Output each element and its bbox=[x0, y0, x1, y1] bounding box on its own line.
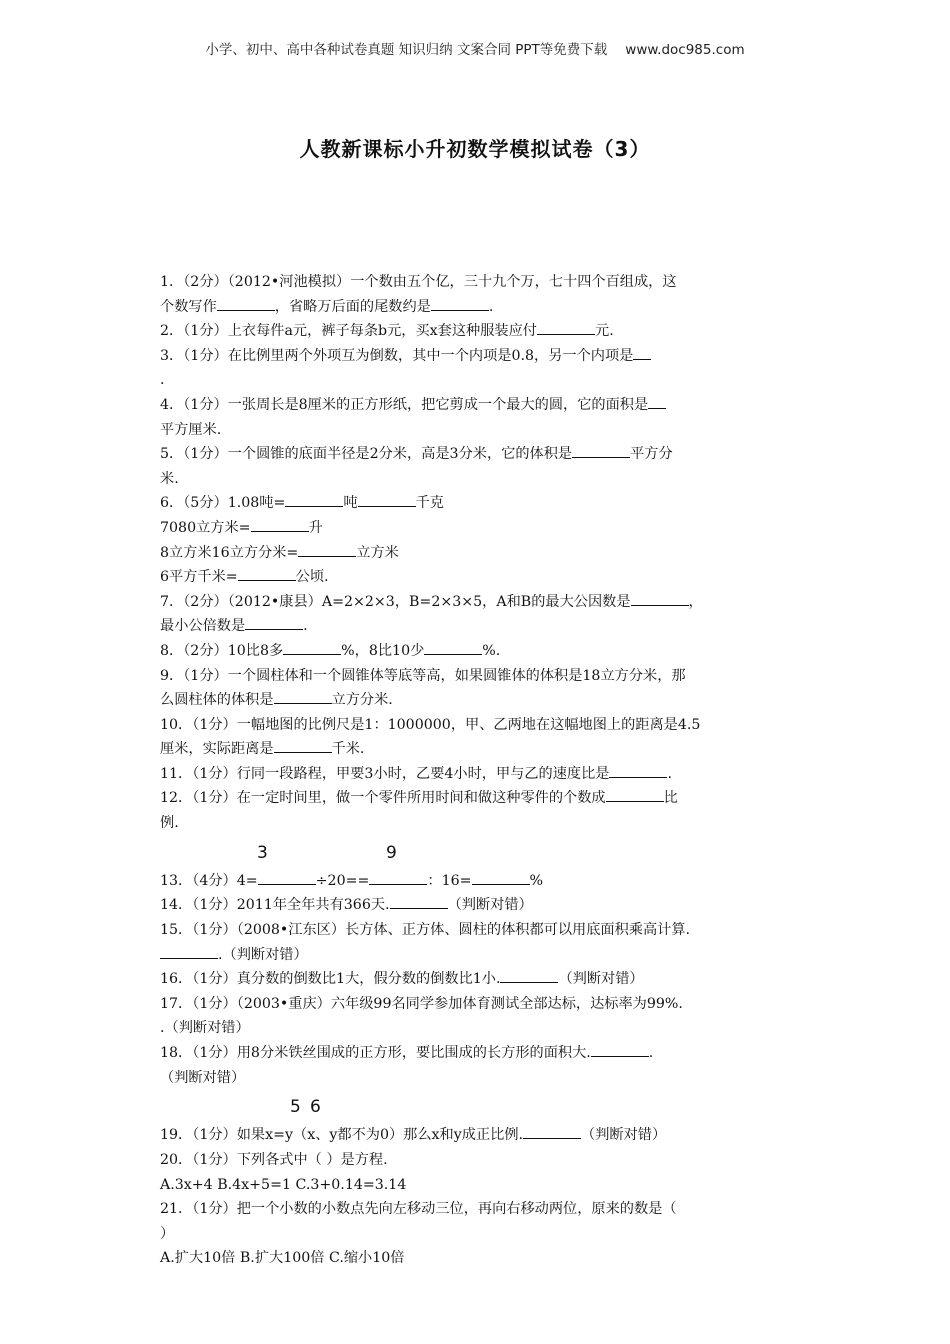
answer-blank[interactable] bbox=[537, 319, 595, 335]
answer-blank[interactable] bbox=[591, 1041, 649, 1057]
answer-blank[interactable] bbox=[369, 869, 427, 885]
answer-blank[interactable] bbox=[283, 639, 341, 655]
answer-blank[interactable] bbox=[631, 590, 689, 606]
question-9: 9．（1分）一个圆柱体和一个圆锥体等底等高，如果圆锥体的体积是18立方分米，那 bbox=[160, 667, 686, 684]
question-13: 3 9 13．（4分）4= ÷20== ：16= % bbox=[160, 842, 544, 889]
document-title: 人教新课标小升初数学模拟试卷（3） bbox=[299, 137, 651, 161]
question-6: 6．（5分）1.08吨= 吨 千克 bbox=[160, 491, 792, 516]
answer-blank[interactable] bbox=[238, 565, 296, 581]
fraction-numerator: 6 bbox=[310, 1097, 321, 1118]
question-3: 3．（1分）在比例里两个外项互为倒数，其中一个内项是0.8，另一个内项是 bbox=[160, 344, 792, 369]
answer-blank[interactable] bbox=[358, 491, 416, 507]
question-21: 21．（1分）把一个小数的小数点先向左移动三位，再向右移动两位，原来的数是（ bbox=[160, 1201, 677, 1218]
question-2: 2．（1分）上衣每件a元，裤子每条b元，买x套这种服装应付 元. bbox=[160, 319, 792, 344]
answer-blank[interactable] bbox=[274, 688, 332, 704]
question-14: 14．（1分）2011年全年共有366天. （判断对错） bbox=[160, 893, 792, 918]
fraction-denominator: 4 bbox=[236, 872, 246, 889]
question-8: 8．（2分）10比8多 %，8比10少 %. bbox=[160, 639, 792, 664]
question-11: 11．（1分）行同一段路程，甲要3小时，乙要4小时，甲与乙的速度比是 . bbox=[160, 762, 792, 787]
answer-blank[interactable] bbox=[472, 869, 530, 885]
answer-blank[interactable] bbox=[217, 295, 275, 311]
answer-blank[interactable] bbox=[633, 344, 651, 360]
fraction-numerator: 9 bbox=[386, 842, 397, 863]
question-16: 16．（1分）真分数的倒数比1大，假分数的倒数比1小. （判断对错） bbox=[160, 967, 792, 992]
question-10: 10．（1分）一幅地图的比例尺是1：1000000，甲、乙两地在这幅地图上的距离是4.5 bbox=[160, 716, 701, 733]
answer-blank[interactable] bbox=[648, 393, 666, 409]
answer-blank[interactable] bbox=[274, 737, 332, 753]
question-list: 1．（2分）（2012•河池模拟）一个数由五个亿，三十九个万，七十四个百组成，这 个数写作 ，省略万后面的尾数约是 . 2．（1分）上衣每件a元，裤子每条b元，买x套这种服装应付 元. 3．（1分）在比例里两个外项互为倒数，其中一个内项是0.8，另一个内项是 . 4．（1分）一张周长是8厘米的正方形纸，把它剪成一个最大的圆，它的面积是 平方厘米. 5．（1分）一个圆锥的底面半径是2分米，高是3分米，它的体积是 平方分 米. 6．（5分）1.08吨= 吨 千克 7080立方米= 升 8立方米16立方分米= 立方米 6平方千米= 公顷. 7．（2分）（2012•康县）A=2×2×3，B=2×3×5，A和B的最大公因数是 ， 最小公倍数是 . 8．（2分）10比8多 %，8比10少 %. 9．（1分）一个圆柱体和一个圆锥体等底等高，如果圆锥体的体积是18立方分米，那 么圆柱体的体积是 立方分米. 10．（1分）一幅地图的比例尺是1：1000000，甲、乙两地在这幅地图上的距离是4.5 厘米，实际距离是 千米. 11．（1分）行同一段路程，甲要3小时，乙要4小时，甲与乙的速度比是 . 12．（1分）在一定时间里，做一个零件所用时间和做这种零件的个数成 比 例. 3 9 13．（4分）4= ÷20== ：16= % 14．（1分）2011年全年共有366天. （判断对错） 15．（1分）（2008•江东区）长方体、正方体、圆柱的体积都可以用底面积乘高计算. .（判断对错） 16．（1分）真分数的倒数比1大，假分数的倒数比1小. （判断对错） 17．（1分）（2003•重庆）六年级99名同学参加体育测试全部达标，达标率为99%. .（判断对错） 18．（1分）用8分米铁丝围成的正方形，要比围成的长方形的面积大. . （判断对错） 5 6 19．（1分）如果x=y（x、y都不为0）那么x和y成正比例. （判断对错） 20．（1分）下列各式中（ ）是方程. A.3x+4 B.4x+5=1 C.3+0.14=3.14 21．（1分）把一个小数的小数点先向左移动三位，再向右移动两位，原来的数是（ ） A.扩大10倍 B.扩大100倍 C.缩小10倍 bbox=[160, 270, 792, 1271]
header-text: 小学、初中、高中各种试卷真题 知识归纳 文案合同 PPT等免费下载 bbox=[205, 42, 608, 58]
answer-blank[interactable] bbox=[606, 786, 664, 802]
fraction-numerator: 5 bbox=[290, 1097, 301, 1118]
answer-blank[interactable] bbox=[285, 491, 343, 507]
fraction-numerator: 3 bbox=[257, 842, 268, 863]
question-15: 15．（1分）（2008•江东区）长方体、正方体、圆柱的体积都可以用底面积乘高计算. bbox=[160, 922, 691, 939]
header-site: www.doc985.com bbox=[625, 42, 745, 58]
answer-blank[interactable] bbox=[424, 639, 482, 655]
question-21-options: A.扩大10倍 B.扩大100倍 C.缩小10倍 bbox=[160, 1250, 405, 1267]
answer-blank[interactable] bbox=[245, 614, 303, 630]
fraction-denominator: x=y bbox=[265, 1127, 294, 1144]
question-20: 20．（1分）下列各式中（ ）是方程. bbox=[160, 1151, 388, 1168]
question-7: 7．（2分）（2012•康县）A=2×2×3，B=2×3×5，A和B的最大公因数是 ， bbox=[160, 590, 792, 615]
question-12: 12．（1分）在一定时间里，做一个零件所用时间和做这种零件的个数成 比 bbox=[160, 786, 792, 811]
question-20-options: A.3x+4 B.4x+5=1 C.3+0.14=3.14 bbox=[160, 1176, 407, 1193]
answer-blank[interactable] bbox=[160, 943, 218, 959]
question-17: 17．（1分）（2003•重庆）六年级99名同学参加体育测试全部达标，达标率为99%. bbox=[160, 995, 683, 1012]
answer-blank[interactable] bbox=[523, 1123, 581, 1139]
answer-blank[interactable] bbox=[298, 541, 356, 557]
question-1: 1．（2分）（2012•河池模拟）一个数由五个亿，三十九个万，七十四个百组成，这 bbox=[160, 274, 677, 290]
question-18: 18．（1分）用8分米铁丝围成的正方形，要比围成的长方形的面积大. . bbox=[160, 1041, 792, 1066]
answer-blank[interactable] bbox=[251, 516, 309, 532]
answer-blank[interactable] bbox=[500, 967, 558, 983]
answer-blank[interactable] bbox=[431, 295, 489, 311]
page-header bbox=[0, 38, 950, 58]
question-4: 4．（1分）一张周长是8厘米的正方形纸，把它剪成一个最大的圆，它的面积是 bbox=[160, 393, 792, 418]
question-19: 5 6 19．（1分）如果x=y（x、y都不为0）那么x和y成正比例. （判断对错） bbox=[160, 1097, 667, 1144]
answer-blank[interactable] bbox=[258, 869, 316, 885]
answer-blank[interactable] bbox=[572, 442, 630, 458]
answer-blank[interactable] bbox=[609, 762, 667, 778]
question-5: 5．（1分）一个圆锥的底面半径是2分米，高是3分米，它的体积是 平方分 bbox=[160, 442, 792, 467]
answer-blank[interactable] bbox=[390, 893, 448, 909]
